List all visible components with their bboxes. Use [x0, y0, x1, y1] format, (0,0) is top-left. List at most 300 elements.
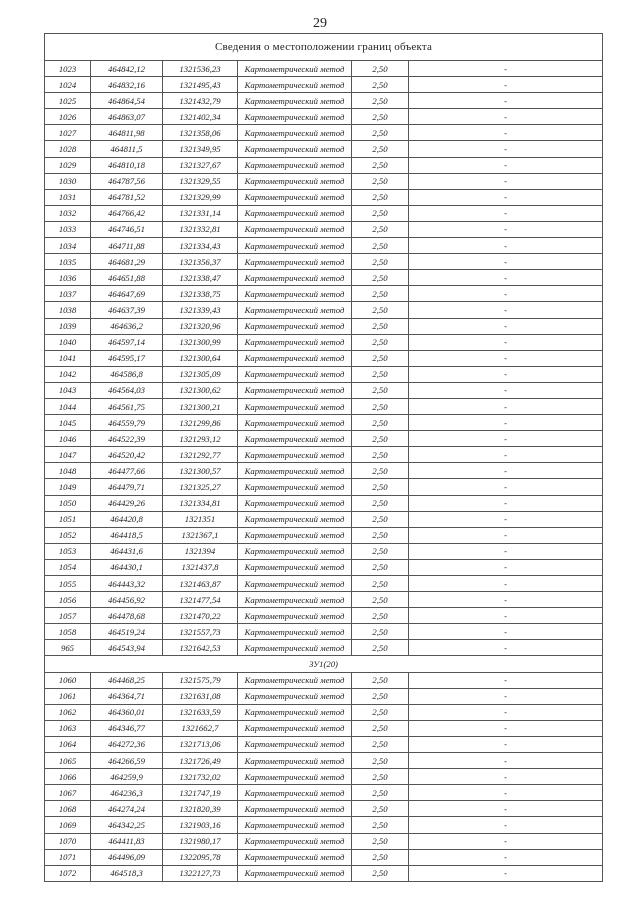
- point-number-cell: 1064: [45, 736, 91, 752]
- y-coordinate-cell: 1321338,75: [163, 286, 238, 302]
- accuracy-cell: 2,50: [352, 527, 409, 543]
- description-cell: -: [409, 479, 603, 495]
- point-number-cell: 1071: [45, 849, 91, 865]
- x-coordinate-cell: 464477,66: [91, 463, 163, 479]
- accuracy-cell: 2,50: [352, 817, 409, 833]
- x-coordinate-cell: 464636,2: [91, 318, 163, 334]
- point-number-cell: 1046: [45, 431, 91, 447]
- y-coordinate-cell: 1321470,22: [163, 608, 238, 624]
- table-row: [45, 254, 603, 270]
- method-cell: Картометрический метод: [238, 640, 352, 656]
- point-number-cell: 1026: [45, 109, 91, 125]
- x-coordinate-cell: 464266,59: [91, 753, 163, 769]
- point-number-cell: 1032: [45, 205, 91, 221]
- y-coordinate-cell: 1321300,62: [163, 382, 238, 398]
- accuracy-cell: 2,50: [352, 189, 409, 205]
- point-number-cell: 1070: [45, 833, 91, 849]
- point-number-cell: 1027: [45, 125, 91, 141]
- y-coordinate-cell: 1321536,23: [163, 61, 238, 77]
- description-cell: -: [409, 141, 603, 157]
- x-coordinate-cell: 464431,6: [91, 543, 163, 559]
- x-coordinate-cell: 464346,77: [91, 720, 163, 736]
- description-cell: -: [409, 125, 603, 141]
- accuracy-cell: 2,50: [352, 511, 409, 527]
- method-cell: Картометрический метод: [238, 382, 352, 398]
- point-number-cell: 1050: [45, 495, 91, 511]
- point-number-cell: 1045: [45, 415, 91, 431]
- method-cell: Картометрический метод: [238, 415, 352, 431]
- method-cell: Картометрический метод: [238, 704, 352, 720]
- x-coordinate-cell: 464272,36: [91, 736, 163, 752]
- table-title: Сведения о местоположении границ объекта: [45, 34, 603, 61]
- accuracy-cell: 2,50: [352, 688, 409, 704]
- accuracy-cell: 2,50: [352, 157, 409, 173]
- method-cell: Картометрический метод: [238, 511, 352, 527]
- description-cell: -: [409, 77, 603, 93]
- point-number-cell: 1036: [45, 270, 91, 286]
- point-number-cell: 1044: [45, 398, 91, 414]
- accuracy-cell: 2,50: [352, 302, 409, 318]
- method-cell: Картометрический метод: [238, 849, 352, 865]
- table-row: [45, 205, 603, 221]
- y-coordinate-cell: 1321332,81: [163, 221, 238, 237]
- table-row: [45, 61, 603, 77]
- table-row: [45, 833, 603, 849]
- table-row: [45, 238, 603, 254]
- accuracy-cell: 2,50: [352, 415, 409, 431]
- x-coordinate-cell: 464863,07: [91, 109, 163, 125]
- table-row: [45, 817, 603, 833]
- table-row: [45, 431, 603, 447]
- table-row: [45, 463, 603, 479]
- description-cell: -: [409, 608, 603, 624]
- accuracy-cell: 2,50: [352, 238, 409, 254]
- table-row: [45, 415, 603, 431]
- y-coordinate-cell: 1321339,43: [163, 302, 238, 318]
- y-coordinate-cell: 1321713,06: [163, 736, 238, 752]
- method-cell: Картометрический метод: [238, 833, 352, 849]
- section-row: [45, 656, 603, 672]
- y-coordinate-cell: 1321432,79: [163, 93, 238, 109]
- accuracy-cell: 2,50: [352, 769, 409, 785]
- x-coordinate-cell: 464781,52: [91, 189, 163, 205]
- method-cell: Картометрический метод: [238, 302, 352, 318]
- accuracy-cell: 2,50: [352, 608, 409, 624]
- accuracy-cell: 2,50: [352, 447, 409, 463]
- x-coordinate-cell: 464522,39: [91, 431, 163, 447]
- description-cell: -: [409, 463, 603, 479]
- y-coordinate-cell: 1322127,73: [163, 865, 238, 881]
- x-coordinate-cell: 464787,56: [91, 173, 163, 189]
- description-cell: -: [409, 753, 603, 769]
- x-coordinate-cell: 464496,09: [91, 849, 163, 865]
- accuracy-cell: 2,50: [352, 109, 409, 125]
- y-coordinate-cell: 1321575,79: [163, 672, 238, 688]
- y-coordinate-cell: 1321367,1: [163, 527, 238, 543]
- table-row: [45, 849, 603, 865]
- y-coordinate-cell: 1321300,57: [163, 463, 238, 479]
- table-row: [45, 93, 603, 109]
- point-number-cell: 1068: [45, 801, 91, 817]
- description-cell: -: [409, 270, 603, 286]
- y-coordinate-cell: 1321329,55: [163, 173, 238, 189]
- accuracy-cell: 2,50: [352, 254, 409, 270]
- y-coordinate-cell: 1321631,08: [163, 688, 238, 704]
- table-row: [45, 125, 603, 141]
- point-number-cell: 1038: [45, 302, 91, 318]
- point-number-cell: 1042: [45, 366, 91, 382]
- y-coordinate-cell: 1321351: [163, 511, 238, 527]
- method-cell: Картометрический метод: [238, 286, 352, 302]
- point-number-cell: 1037: [45, 286, 91, 302]
- y-coordinate-cell: 1321633,59: [163, 704, 238, 720]
- x-coordinate-cell: 464711,88: [91, 238, 163, 254]
- y-coordinate-cell: 1321329,99: [163, 189, 238, 205]
- y-coordinate-cell: 1321300,99: [163, 334, 238, 350]
- accuracy-cell: 2,50: [352, 350, 409, 366]
- method-cell: Картометрический метод: [238, 173, 352, 189]
- table-row: [45, 592, 603, 608]
- description-cell: -: [409, 93, 603, 109]
- point-number-cell: 1039: [45, 318, 91, 334]
- method-cell: Картометрический метод: [238, 447, 352, 463]
- table-row: [45, 527, 603, 543]
- x-coordinate-cell: 464236,3: [91, 785, 163, 801]
- x-coordinate-cell: 464637,39: [91, 302, 163, 318]
- description-cell: -: [409, 849, 603, 865]
- method-cell: Картометрический метод: [238, 865, 352, 881]
- table-row: [45, 286, 603, 302]
- point-number-cell: 1060: [45, 672, 91, 688]
- point-number-cell: 1072: [45, 865, 91, 881]
- table-row: [45, 447, 603, 463]
- point-number-cell: 1043: [45, 382, 91, 398]
- x-coordinate-cell: 464564,03: [91, 382, 163, 398]
- description-cell: -: [409, 109, 603, 125]
- method-cell: Картометрический метод: [238, 61, 352, 77]
- table-row: [45, 157, 603, 173]
- accuracy-cell: 2,50: [352, 704, 409, 720]
- x-coordinate-cell: 464811,98: [91, 125, 163, 141]
- table-row: [45, 511, 603, 527]
- method-cell: Картометрический метод: [238, 350, 352, 366]
- point-number-cell: 1067: [45, 785, 91, 801]
- accuracy-cell: 2,50: [352, 382, 409, 398]
- description-cell: -: [409, 576, 603, 592]
- y-coordinate-cell: 1321331,14: [163, 205, 238, 221]
- accuracy-cell: 2,50: [352, 93, 409, 109]
- x-coordinate-cell: 464595,17: [91, 350, 163, 366]
- description-cell: -: [409, 157, 603, 173]
- y-coordinate-cell: 1321300,21: [163, 398, 238, 414]
- table-row: [45, 543, 603, 559]
- description-cell: -: [409, 415, 603, 431]
- y-coordinate-cell: 1321477,54: [163, 592, 238, 608]
- table-row: [45, 334, 603, 350]
- accuracy-cell: 2,50: [352, 640, 409, 656]
- x-coordinate-cell: 464681,29: [91, 254, 163, 270]
- table-row: [45, 398, 603, 414]
- table-row: [45, 624, 603, 640]
- method-cell: Картометрический метод: [238, 559, 352, 575]
- table-row: [45, 77, 603, 93]
- description-cell: -: [409, 720, 603, 736]
- x-coordinate-cell: 464518,3: [91, 865, 163, 881]
- x-coordinate-cell: 464586,8: [91, 366, 163, 382]
- method-cell: Картометрический метод: [238, 801, 352, 817]
- x-coordinate-cell: 464647,69: [91, 286, 163, 302]
- accuracy-cell: 2,50: [352, 720, 409, 736]
- accuracy-cell: 2,50: [352, 672, 409, 688]
- description-cell: -: [409, 817, 603, 833]
- point-number-cell: 1054: [45, 559, 91, 575]
- y-coordinate-cell: 1322095,78: [163, 849, 238, 865]
- page-number: 29: [313, 16, 327, 31]
- method-cell: Картометрический метод: [238, 769, 352, 785]
- description-cell: -: [409, 431, 603, 447]
- y-coordinate-cell: 1321334,43: [163, 238, 238, 254]
- method-cell: Картометрический метод: [238, 318, 352, 334]
- accuracy-cell: 2,50: [352, 833, 409, 849]
- description-cell: -: [409, 736, 603, 752]
- accuracy-cell: 2,50: [352, 141, 409, 157]
- point-number-cell: 1069: [45, 817, 91, 833]
- point-number-cell: 1049: [45, 479, 91, 495]
- point-number-cell: 1031: [45, 189, 91, 205]
- point-number-cell: 1041: [45, 350, 91, 366]
- point-number-cell: 1024: [45, 77, 91, 93]
- method-cell: Картометрический метод: [238, 672, 352, 688]
- x-coordinate-cell: 464430,1: [91, 559, 163, 575]
- description-cell: -: [409, 382, 603, 398]
- boundary-coordinates-table: [44, 33, 603, 882]
- point-number-cell: 1056: [45, 592, 91, 608]
- accuracy-cell: 2,50: [352, 431, 409, 447]
- point-number-cell: 965: [45, 640, 91, 656]
- accuracy-cell: 2,50: [352, 61, 409, 77]
- accuracy-cell: 2,50: [352, 479, 409, 495]
- table-row: [45, 720, 603, 736]
- y-coordinate-cell: 1321349,95: [163, 141, 238, 157]
- x-coordinate-cell: 464810,18: [91, 157, 163, 173]
- x-coordinate-cell: 464520,42: [91, 447, 163, 463]
- x-coordinate-cell: 464418,5: [91, 527, 163, 543]
- x-coordinate-cell: 464766,42: [91, 205, 163, 221]
- description-cell: -: [409, 398, 603, 414]
- method-cell: Картометрический метод: [238, 753, 352, 769]
- description-cell: -: [409, 318, 603, 334]
- y-coordinate-cell: 1321293,12: [163, 431, 238, 447]
- method-cell: Картометрический метод: [238, 495, 352, 511]
- y-coordinate-cell: 1321356,37: [163, 254, 238, 270]
- accuracy-cell: 2,50: [352, 77, 409, 93]
- accuracy-cell: 2,50: [352, 753, 409, 769]
- y-coordinate-cell: 1321305,09: [163, 366, 238, 382]
- x-coordinate-cell: 464543,94: [91, 640, 163, 656]
- method-cell: Картометрический метод: [238, 479, 352, 495]
- description-cell: -: [409, 254, 603, 270]
- x-coordinate-cell: 464832,16: [91, 77, 163, 93]
- accuracy-cell: 2,50: [352, 624, 409, 640]
- table-title-row: [45, 34, 603, 61]
- y-coordinate-cell: 1321437,8: [163, 559, 238, 575]
- table-row: [45, 704, 603, 720]
- table-row: [45, 785, 603, 801]
- method-cell: Картометрический метод: [238, 431, 352, 447]
- accuracy-cell: 2,50: [352, 849, 409, 865]
- description-cell: -: [409, 350, 603, 366]
- method-cell: Картометрический метод: [238, 608, 352, 624]
- method-cell: Картометрический метод: [238, 398, 352, 414]
- description-cell: -: [409, 640, 603, 656]
- point-number-cell: 1034: [45, 238, 91, 254]
- point-number-cell: 1063: [45, 720, 91, 736]
- accuracy-cell: 2,50: [352, 205, 409, 221]
- x-coordinate-cell: 464274,24: [91, 801, 163, 817]
- accuracy-cell: 2,50: [352, 543, 409, 559]
- accuracy-cell: 2,50: [352, 125, 409, 141]
- point-number-cell: 1053: [45, 543, 91, 559]
- method-cell: Картометрический метод: [238, 157, 352, 173]
- point-number-cell: 1030: [45, 173, 91, 189]
- accuracy-cell: 2,50: [352, 270, 409, 286]
- method-cell: Картометрический метод: [238, 817, 352, 833]
- point-number-cell: 1062: [45, 704, 91, 720]
- y-coordinate-cell: 1321662,7: [163, 720, 238, 736]
- accuracy-cell: 2,50: [352, 173, 409, 189]
- table-row: [45, 109, 603, 125]
- x-coordinate-cell: 464864,54: [91, 93, 163, 109]
- x-coordinate-cell: 464746,51: [91, 221, 163, 237]
- accuracy-cell: 2,50: [352, 736, 409, 752]
- method-cell: Картометрический метод: [238, 576, 352, 592]
- method-cell: Картометрический метод: [238, 720, 352, 736]
- method-cell: Картометрический метод: [238, 221, 352, 237]
- description-cell: -: [409, 672, 603, 688]
- point-number-cell: 1023: [45, 61, 91, 77]
- y-coordinate-cell: 1321320,96: [163, 318, 238, 334]
- x-coordinate-cell: 464811,5: [91, 141, 163, 157]
- method-cell: Картометрический метод: [238, 109, 352, 125]
- point-number-cell: 1065: [45, 753, 91, 769]
- x-coordinate-cell: 464364,71: [91, 688, 163, 704]
- description-cell: -: [409, 61, 603, 77]
- method-cell: Картометрический метод: [238, 736, 352, 752]
- y-coordinate-cell: 1321903,16: [163, 817, 238, 833]
- table-row: [45, 801, 603, 817]
- y-coordinate-cell: 1321732,02: [163, 769, 238, 785]
- table-row: [45, 270, 603, 286]
- table-row: [45, 318, 603, 334]
- y-coordinate-cell: 1321292,77: [163, 447, 238, 463]
- y-coordinate-cell: 1321820,39: [163, 801, 238, 817]
- method-cell: Картометрический метод: [238, 205, 352, 221]
- x-coordinate-cell: 464360,01: [91, 704, 163, 720]
- method-cell: Картометрический метод: [238, 254, 352, 270]
- table-row: [45, 221, 603, 237]
- description-cell: -: [409, 205, 603, 221]
- table-row: [45, 173, 603, 189]
- point-number-cell: 1061: [45, 688, 91, 704]
- x-coordinate-cell: 464519,24: [91, 624, 163, 640]
- method-cell: Картометрический метод: [238, 334, 352, 350]
- x-coordinate-cell: 464842,12: [91, 61, 163, 77]
- y-coordinate-cell: 1321402,34: [163, 109, 238, 125]
- point-number-cell: 1058: [45, 624, 91, 640]
- point-number-cell: 1051: [45, 511, 91, 527]
- method-cell: Картометрический метод: [238, 189, 352, 205]
- description-cell: -: [409, 238, 603, 254]
- table-row: [45, 672, 603, 688]
- method-cell: Картометрический метод: [238, 624, 352, 640]
- x-coordinate-cell: 464559,79: [91, 415, 163, 431]
- y-coordinate-cell: 1321642,53: [163, 640, 238, 656]
- x-coordinate-cell: 464411,83: [91, 833, 163, 849]
- table-row: [45, 608, 603, 624]
- accuracy-cell: 2,50: [352, 865, 409, 881]
- description-cell: -: [409, 495, 603, 511]
- point-number-cell: 1035: [45, 254, 91, 270]
- y-coordinate-cell: 1321557,73: [163, 624, 238, 640]
- description-cell: -: [409, 704, 603, 720]
- description-cell: -: [409, 592, 603, 608]
- method-cell: Картометрический метод: [238, 785, 352, 801]
- point-number-cell: 1055: [45, 576, 91, 592]
- description-cell: -: [409, 624, 603, 640]
- accuracy-cell: 2,50: [352, 576, 409, 592]
- y-coordinate-cell: 1321463,87: [163, 576, 238, 592]
- description-cell: -: [409, 334, 603, 350]
- table-row: [45, 576, 603, 592]
- accuracy-cell: 2,50: [352, 592, 409, 608]
- method-cell: Картометрический метод: [238, 688, 352, 704]
- y-coordinate-cell: 1321747,19: [163, 785, 238, 801]
- section-label: ЗУ1(20): [45, 656, 603, 672]
- method-cell: Картометрический метод: [238, 238, 352, 254]
- y-coordinate-cell: 1321299,86: [163, 415, 238, 431]
- table-row: [45, 382, 603, 398]
- method-cell: Картометрический метод: [238, 366, 352, 382]
- method-cell: Картометрический метод: [238, 527, 352, 543]
- y-coordinate-cell: 1321325,27: [163, 479, 238, 495]
- y-coordinate-cell: 1321334,81: [163, 495, 238, 511]
- x-coordinate-cell: 464259,9: [91, 769, 163, 785]
- y-coordinate-cell: 1321338,47: [163, 270, 238, 286]
- x-coordinate-cell: 464468,25: [91, 672, 163, 688]
- x-coordinate-cell: 464651,88: [91, 270, 163, 286]
- description-cell: -: [409, 769, 603, 785]
- method-cell: Картометрический метод: [238, 592, 352, 608]
- method-cell: Картометрический метод: [238, 543, 352, 559]
- description-cell: -: [409, 302, 603, 318]
- table-row: [45, 302, 603, 318]
- y-coordinate-cell: 1321300,64: [163, 350, 238, 366]
- description-cell: -: [409, 173, 603, 189]
- point-number-cell: 1057: [45, 608, 91, 624]
- x-coordinate-cell: 464479,71: [91, 479, 163, 495]
- description-cell: -: [409, 833, 603, 849]
- y-coordinate-cell: 1321327,67: [163, 157, 238, 173]
- description-cell: -: [409, 189, 603, 205]
- accuracy-cell: 2,50: [352, 463, 409, 479]
- x-coordinate-cell: 464561,75: [91, 398, 163, 414]
- method-cell: Картометрический метод: [238, 93, 352, 109]
- point-number-cell: 1047: [45, 447, 91, 463]
- accuracy-cell: 2,50: [352, 334, 409, 350]
- point-number-cell: 1033: [45, 221, 91, 237]
- accuracy-cell: 2,50: [352, 318, 409, 334]
- description-cell: -: [409, 447, 603, 463]
